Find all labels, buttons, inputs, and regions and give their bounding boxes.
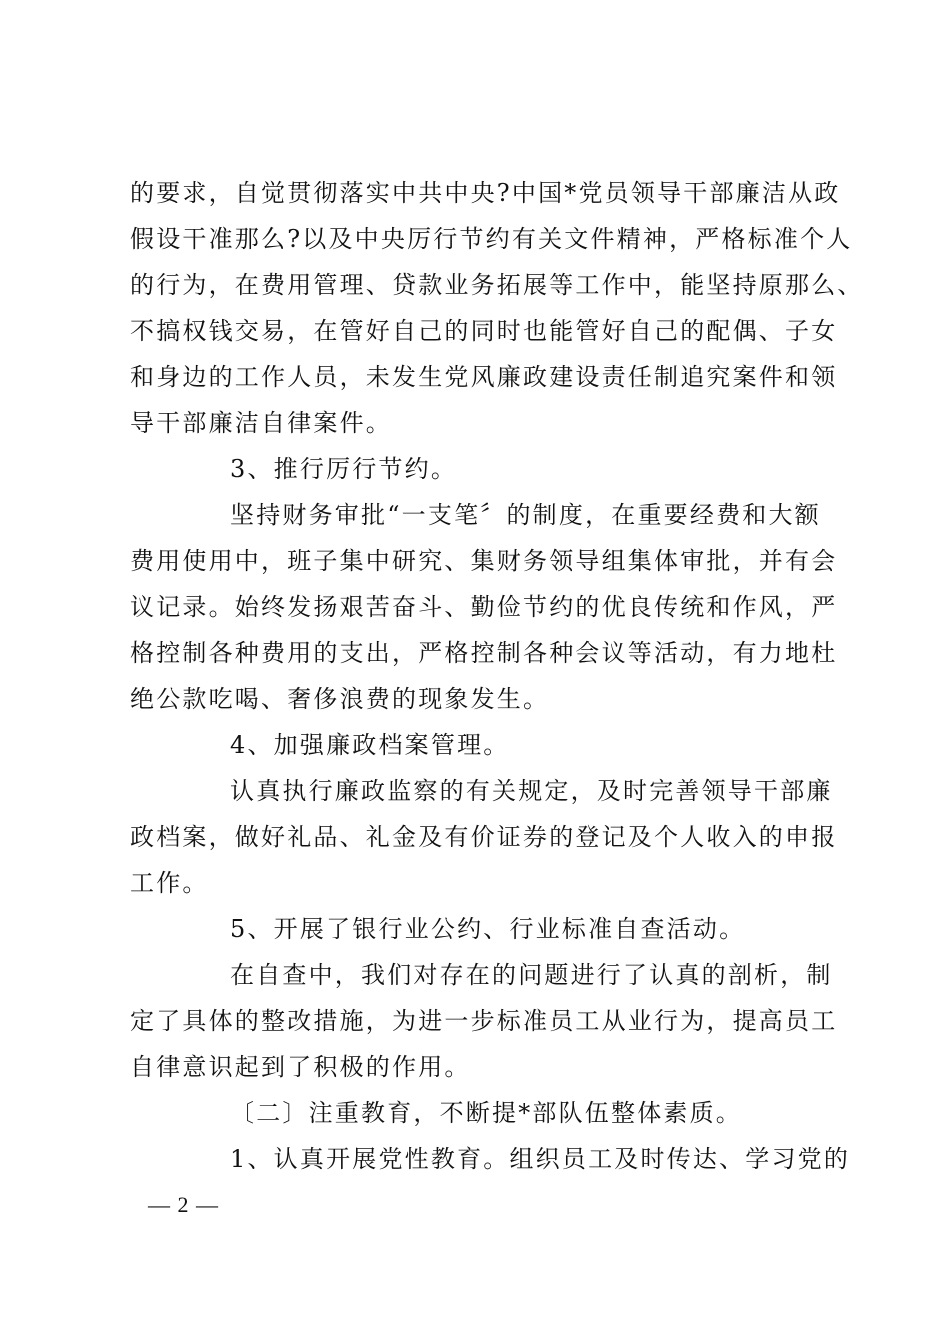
text-line: 4、加强廉政档案管理。 <box>230 731 510 759</box>
text-line: 定了具体的整改措施，为进一步标准员工从业行为，提高员工 <box>130 1007 838 1035</box>
text-line: 导干部廉洁自律案件。 <box>130 409 392 437</box>
body-text <box>130 170 864 1182</box>
text-line: 认真执行廉政监察的有关规定，及时完善领导干部廉 <box>230 777 833 805</box>
text-line: 1、认真开展党性教育。组织员工及时传达、学习党的 <box>230 1145 851 1173</box>
text-line: 不搞权钱交易，在管好自己的同时也能管好自己的配偶、子女 <box>130 317 838 345</box>
text-line: 议记录。始终发扬艰苦奋斗、勤俭节约的优良传统和作风，严 <box>130 593 838 621</box>
text-line: 假设干准那么?以及中央厉行节约有关文件精神，严格标准个人 <box>130 225 853 253</box>
text-line: 绝公款吃喝、奢侈浪费的现象发生。 <box>130 685 550 713</box>
text-line: 〔二〕注重教育，不断提*部队伍整体素质。 <box>230 1099 742 1127</box>
text-line: 5、开展了银行业公约、行业标准自查活动。 <box>230 915 746 943</box>
text-line: 工作。 <box>130 869 209 897</box>
text-line: 政档案，做好礼品、礼金及有价证券的登记及个人收入的申报 <box>130 823 838 851</box>
text-line: 3、推行厉行节约。 <box>230 455 458 483</box>
page-number: — 2 — <box>148 1192 219 1217</box>
text-line: 在自查中，我们对存在的问题进行了认真的剖析，制 <box>230 961 833 989</box>
text-line: 的行为，在费用管理、贷款业务拓展等工作中，能坚持原那么、 <box>130 271 864 299</box>
text-line: 自律意识起到了积极的作用。 <box>130 1053 471 1081</box>
text-line: 格控制各种费用的支出，严格控制各种会议等活动，有力地杜 <box>130 639 838 667</box>
text-line: 和身边的工作人员，未发生党风廉政建设责任制追究案件和领 <box>130 363 838 391</box>
text-line: 坚持财务审批“一支笔〞的制度，在重要经费和大额 <box>230 501 821 529</box>
text-line: 费用使用中，班子集中研究、集财务领导组集体审批，并有会 <box>130 547 838 575</box>
text-line: 的要求，自觉贯彻落实中共中央?中国*党员领导干部廉洁从政 <box>130 179 841 207</box>
